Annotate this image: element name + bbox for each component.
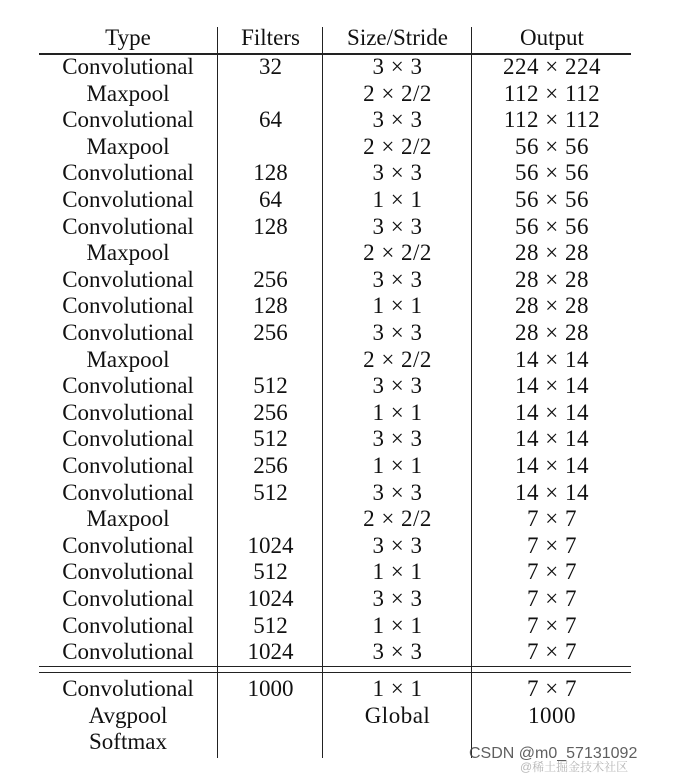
cell-output: 56 × 56 bbox=[515, 133, 589, 159]
cell-type: Avgpool bbox=[88, 702, 168, 728]
cell-type: Convolutional bbox=[62, 586, 194, 611]
cell-output: 224 × 224 bbox=[503, 54, 601, 79]
cell-type: Convolutional bbox=[62, 293, 194, 319]
cell-filters: 512 bbox=[253, 559, 288, 585]
table-row bbox=[39, 53, 631, 80]
cell-output: 28 × 28 bbox=[515, 293, 589, 319]
cell-size-stride: 3 × 3 bbox=[372, 54, 423, 79]
cell-output: 14 × 14 bbox=[515, 346, 589, 372]
cell-filters: 128 bbox=[253, 293, 288, 319]
cell-filters: 1024 bbox=[247, 639, 294, 665]
cell-type: Maxpool bbox=[86, 240, 170, 266]
cell-output: 28 × 28 bbox=[515, 266, 589, 292]
table-row bbox=[39, 266, 631, 293]
cell-type: Convolutional bbox=[62, 426, 194, 452]
cell-size-stride: Global bbox=[364, 702, 431, 728]
table-row bbox=[39, 638, 631, 665]
cell-output: 1000 bbox=[528, 702, 576, 728]
cell-filters: 64 bbox=[259, 187, 282, 212]
cell-size-stride: 1 × 1 bbox=[372, 612, 423, 638]
cell-size-stride: 3 × 3 bbox=[372, 320, 423, 345]
cell-filters: 128 bbox=[253, 160, 288, 186]
cell-type: Convolutional bbox=[62, 399, 194, 425]
cell-filters: 1024 bbox=[247, 586, 294, 611]
cell-type: Convolutional bbox=[62, 187, 194, 212]
cell-output: 56 × 56 bbox=[515, 213, 589, 239]
table-row bbox=[39, 133, 631, 160]
cell-output: 112 × 112 bbox=[503, 107, 601, 133]
table-row bbox=[39, 452, 631, 479]
table-row bbox=[39, 106, 631, 133]
cell-size-stride: 3 × 3 bbox=[372, 532, 423, 558]
table-row bbox=[39, 505, 631, 532]
cell-filters: 512 bbox=[253, 612, 288, 638]
cell-type: Convolutional bbox=[62, 320, 194, 345]
cell-size-stride: 3 × 3 bbox=[372, 426, 423, 452]
cell-type: Convolutional bbox=[62, 54, 194, 79]
header-filters: Filters bbox=[241, 25, 300, 50]
column-divider-1 bbox=[217, 27, 218, 758]
cell-filters: 512 bbox=[253, 373, 288, 399]
table-row bbox=[39, 292, 631, 319]
cell-size-stride: 1 × 1 bbox=[372, 559, 423, 585]
cell-output: 7 × 7 bbox=[527, 639, 577, 665]
double-rule-top bbox=[39, 666, 631, 667]
header-size-stride: Size/Stride bbox=[347, 25, 448, 50]
cell-output: 28 × 28 bbox=[515, 240, 589, 266]
cell-type: Maxpool bbox=[86, 346, 170, 372]
cell-size-stride: 2 × 2/2 bbox=[363, 240, 432, 266]
watermark-subtext: @稀土掘金技术社区 bbox=[520, 760, 629, 774]
cell-type: Convolutional bbox=[62, 676, 194, 701]
cell-size-stride: 1 × 1 bbox=[372, 187, 423, 212]
cell-filters: 512 bbox=[253, 426, 288, 452]
cell-size-stride: 3 × 3 bbox=[372, 160, 423, 186]
table-row bbox=[39, 213, 631, 240]
cell-type: Convolutional bbox=[62, 639, 194, 665]
cell-output: 7 × 7 bbox=[527, 532, 577, 558]
cell-type: Maxpool bbox=[86, 506, 170, 532]
table-row bbox=[39, 675, 631, 702]
cell-filters: 512 bbox=[253, 479, 288, 505]
cell-size-stride: 2 × 2/2 bbox=[363, 506, 432, 532]
cell-type: Convolutional bbox=[62, 213, 194, 239]
table-row bbox=[39, 558, 631, 585]
table-row bbox=[39, 612, 631, 639]
cell-output: 56 × 56 bbox=[515, 187, 589, 212]
cell-size-stride: 3 × 3 bbox=[372, 373, 423, 399]
cell-type: Maxpool bbox=[86, 133, 170, 159]
cell-size-stride: 1 × 1 bbox=[372, 293, 423, 319]
cell-output: 56 × 56 bbox=[515, 160, 589, 186]
table-row bbox=[39, 585, 631, 612]
cell-output: 7 × 7 bbox=[527, 676, 577, 701]
cell-output: 14 × 14 bbox=[515, 479, 589, 505]
cell-size-stride: 3 × 3 bbox=[372, 479, 423, 505]
table-row bbox=[39, 319, 631, 346]
cell-output: 14 × 14 bbox=[515, 426, 589, 452]
column-divider-2 bbox=[322, 27, 323, 758]
header-output: Output bbox=[520, 25, 584, 50]
cell-output: 7 × 7 bbox=[527, 612, 577, 638]
cell-filters: 256 bbox=[253, 399, 288, 425]
cell-output: 7 × 7 bbox=[527, 506, 577, 532]
cell-type: Maxpool bbox=[86, 80, 170, 106]
cell-output: 28 × 28 bbox=[515, 320, 589, 345]
cell-type: Convolutional bbox=[62, 107, 194, 133]
cell-size-stride: 3 × 3 bbox=[372, 107, 423, 133]
double-rule-bottom bbox=[39, 672, 631, 673]
table-header-row bbox=[39, 24, 631, 51]
cell-size-stride: 3 × 3 bbox=[372, 266, 423, 292]
watermark-text: CSDN @m0_57131092 bbox=[469, 745, 638, 762]
cell-filters: 32 bbox=[259, 54, 282, 79]
table-row bbox=[39, 346, 631, 373]
column-divider-3 bbox=[471, 27, 472, 758]
table-row bbox=[39, 159, 631, 186]
cell-type: Convolutional bbox=[62, 266, 194, 292]
cell-type: Convolutional bbox=[62, 612, 194, 638]
cell-size-stride: 1 × 1 bbox=[372, 676, 423, 701]
cell-filters: 128 bbox=[253, 213, 288, 239]
cell-type: Convolutional bbox=[62, 479, 194, 505]
table-row bbox=[39, 479, 631, 506]
cell-size-stride: 3 × 3 bbox=[372, 586, 423, 611]
table-row bbox=[39, 239, 631, 266]
cell-type: Convolutional bbox=[62, 559, 194, 585]
cell-size-stride: 2 × 2/2 bbox=[363, 133, 432, 159]
cell-type: Convolutional bbox=[62, 160, 194, 186]
cell-size-stride: 3 × 3 bbox=[372, 639, 423, 665]
table-row bbox=[39, 372, 631, 399]
cell-size-stride: 3 × 3 bbox=[372, 213, 423, 239]
table-row bbox=[39, 80, 631, 107]
cell-type: Convolutional bbox=[62, 453, 194, 478]
cell-filters: 256 bbox=[253, 266, 288, 292]
cell-type: Convolutional bbox=[62, 532, 194, 558]
cell-size-stride: 1 × 1 bbox=[372, 453, 423, 478]
table-row bbox=[39, 186, 631, 213]
cell-output: 112 × 112 bbox=[503, 80, 601, 106]
table-row bbox=[39, 702, 631, 729]
cell-output: 7 × 7 bbox=[527, 559, 577, 585]
cell-type: Softmax bbox=[89, 729, 167, 755]
cell-filters: 256 bbox=[253, 320, 288, 345]
header-type: Type bbox=[105, 25, 151, 50]
table-row bbox=[39, 532, 631, 559]
cell-output: 14 × 14 bbox=[515, 453, 589, 478]
cell-filters: 1024 bbox=[247, 532, 294, 558]
cell-size-stride: 2 × 2/2 bbox=[363, 80, 432, 106]
cell-output: 14 × 14 bbox=[515, 399, 589, 425]
table-row bbox=[39, 425, 631, 452]
cell-output: 7 × 7 bbox=[527, 586, 577, 611]
table-row bbox=[39, 399, 631, 426]
cell-size-stride: 1 × 1 bbox=[372, 399, 423, 425]
cell-output: 14 × 14 bbox=[515, 373, 589, 399]
cell-filters: 256 bbox=[253, 453, 288, 478]
cell-filters: 1000 bbox=[247, 676, 294, 701]
cell-filters: 64 bbox=[259, 107, 282, 133]
cell-size-stride: 2 × 2/2 bbox=[363, 346, 432, 372]
cell-type: Convolutional bbox=[62, 373, 194, 399]
